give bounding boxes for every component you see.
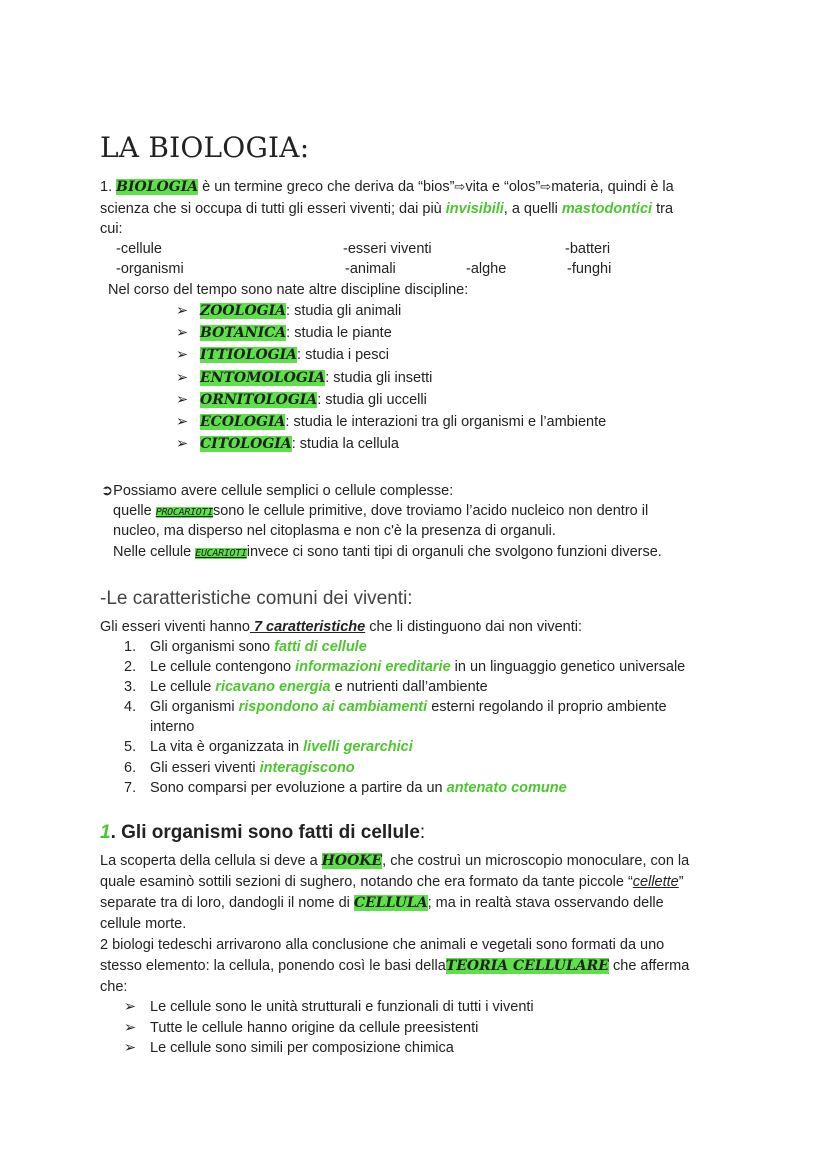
item-number: 3.	[124, 679, 137, 695]
grid-cell: -alghe	[466, 261, 507, 277]
theory-text: Le cellule sono le unità strutturali e funzionali di tutti i viventi	[150, 999, 534, 1015]
item-keyword: fatti di cellule	[274, 639, 367, 655]
grid-cell: -animali	[345, 261, 396, 277]
discipline-desc: : studia le interazioni tra gli organismi e l’ambiente	[285, 414, 607, 430]
characteristics-heading: -Le caratteristiche comuni dei viventi:	[100, 588, 413, 609]
discipline-desc: : studia la cellula	[291, 436, 399, 453]
item-text: Gli organismi sono	[150, 639, 271, 655]
keyword-cellette: cellette	[632, 874, 679, 890]
item-number: 4.	[124, 699, 137, 715]
curved-arrow-icon: ➲	[101, 483, 114, 499]
item-keyword: livelli gerarchici	[303, 739, 413, 755]
keyword-procarioti: PROCARIOTI	[155, 507, 213, 518]
discipline-desc: : studia i pesci	[297, 347, 389, 364]
characteristic-item	[124, 760, 355, 776]
discipline-name: ITTIOLOGIA	[200, 347, 298, 364]
item-number: 5.	[124, 739, 137, 755]
cells-line-3: Nelle cellule EUCARIOTIinvece ci sono tanti tipi di organuli che svolgono funzioni diverse.	[113, 544, 662, 560]
disciplines-intro: Nel corso del tempo sono nate altre discipline discipline:	[108, 282, 469, 298]
grid-cell: -cellule	[116, 241, 162, 257]
theory-bullet-item	[124, 999, 534, 1015]
theory-bullet-item	[124, 1040, 454, 1056]
bullet-arrow-icon: ➢	[176, 391, 189, 408]
discipline-item	[176, 436, 399, 452]
bullet-arrow-icon: ➢	[176, 347, 189, 364]
item-keyword: rispondono ai cambiamenti	[238, 699, 428, 715]
keyword-invisibili: invisibili	[445, 201, 504, 217]
keyword-teoria-cellulare: TEORIA CELLULARE	[445, 958, 609, 974]
section-1-line-7: che:	[100, 979, 128, 995]
theory-text: Le cellule sono simili per composizione chimica	[150, 1040, 454, 1056]
discipline-item	[176, 347, 389, 363]
discipline-desc: : studia gli animali	[286, 303, 402, 319]
keyword-mastodontici: mastodontici	[561, 201, 653, 217]
item-text: in un linguaggio genetico universale	[454, 659, 686, 675]
discipline-name: ECOLOGIA	[200, 414, 286, 430]
item-number: 6.	[124, 760, 137, 776]
bullet-arrow-icon: ➢	[176, 303, 189, 319]
bullet-arrow-icon: ➢	[124, 1019, 137, 1036]
characteristic-item	[124, 739, 413, 755]
keyword-hooke: HOOKE	[321, 853, 383, 869]
intro-line-1: 1. BIOLOGIA è un termine greco che deriva da “bios”⇨vita e “olos”⇨materia, quindi è la	[100, 179, 674, 195]
discipline-item	[176, 392, 427, 408]
item-number: 7.	[124, 780, 137, 796]
item-keyword: informazioni ereditarie	[295, 659, 451, 675]
section-1-line-4: cellule morte.	[100, 916, 187, 932]
item-text: Gli organismi	[150, 699, 235, 715]
keyword-7-caratteristiche: 7 caratteristiche	[249, 619, 366, 635]
cells-intro: ➲Possiamo avere cellule semplici o cellule complesse:	[101, 483, 454, 499]
keyword-cellula: CELLULA	[353, 895, 428, 911]
characteristic-item	[124, 699, 667, 715]
characteristics-intro: Gli esseri viventi hanno 7 caratteristiche che li distinguono dai non viventi:	[100, 619, 583, 635]
bullet-arrow-icon: ➢	[176, 436, 189, 453]
item-text: Sono comparsi per evoluzione a partire da un	[150, 780, 443, 796]
cells-line-1: quelle PROCARIOTIsono le cellule primitive, dove troviamo l’acido nucleico non dentro il	[113, 503, 649, 519]
arrow-icon: ⇨	[540, 179, 552, 194]
characteristic-item-continuation: interno	[150, 719, 195, 735]
theory-bullet-item	[124, 1020, 478, 1036]
discipline-item	[176, 303, 401, 319]
grid-cell: -batteri	[565, 241, 611, 257]
characteristic-item	[124, 780, 567, 796]
discipline-item	[176, 325, 392, 341]
bullet-arrow-icon: ➢	[176, 325, 189, 342]
item-number: 1.	[124, 639, 137, 655]
cells-line-2: nucleo, ma disperso nel citoplasma e non c'è la presenza di organuli.	[113, 523, 556, 539]
section-1-heading: 1. Gli organismi sono fatti di cellule:	[100, 822, 426, 843]
grid-cell: -organismi	[116, 261, 184, 277]
section-1-line-2: quale esaminò sottili sezioni di sughero, notando che era formato da tante piccole “cellette”	[100, 874, 684, 890]
section-1-line-1: La scoperta della cellula si deve a HOOKE, che costruì un microscopio monoculare, con la	[100, 853, 690, 869]
bullet-arrow-icon: ➢	[176, 369, 189, 386]
characteristic-item	[124, 639, 367, 655]
discipline-name: ORNITOLOGIA	[200, 391, 318, 408]
item-keyword: antenato comune	[446, 780, 567, 796]
discipline-name: ENTOMOLOGIA	[200, 369, 326, 386]
section-1-line-3: separate tra di loro, dandogli il nome di CELLULA; ma in realtà stava osservando delle	[100, 895, 664, 911]
discipline-name: ZOOLOGIA	[200, 303, 287, 319]
characteristic-item	[124, 679, 488, 695]
discipline-desc: : studia gli insetti	[325, 369, 433, 386]
item-keyword: interagiscono	[259, 760, 355, 776]
discipline-name: CITOLOGIA	[200, 436, 292, 453]
discipline-item	[176, 370, 432, 386]
bullet-arrow-icon: ➢	[124, 1040, 137, 1056]
item-text: e nutrienti dall’ambiente	[334, 679, 488, 695]
item-number: 2.	[124, 659, 137, 675]
characteristic-item	[124, 659, 685, 675]
item-text: esterni regolando il proprio ambiente	[431, 699, 667, 715]
intro-line-2: scienza che si occupa di tutti gli esseri viventi; dai più invisibili, a quelli mastodontici tra	[100, 201, 674, 217]
theory-text: Tutte le cellule hanno origine da cellule preesistenti	[150, 1019, 479, 1036]
item-keyword: ricavano energia	[215, 679, 331, 695]
item-text: Le cellule	[150, 679, 212, 695]
grid-cell: -esseri viventi	[343, 241, 432, 257]
page-title: LA BIOLOGIA:	[100, 131, 310, 164]
discipline-desc: : studia gli uccelli	[317, 391, 427, 408]
bullet-arrow-icon: ➢	[176, 414, 189, 430]
discipline-name: BOTANICA	[200, 325, 287, 342]
intro-number: 1.	[100, 179, 113, 195]
section-1-line-6: stesso elemento: la cellula, ponendo così le basi dellaTEORIA CELLULARE che afferma	[100, 958, 690, 974]
keyword-eucarioti: EUCARIOTI	[195, 548, 247, 559]
intro-line-3: cui:	[100, 221, 123, 237]
arrow-icon: ⇨	[454, 179, 466, 194]
discipline-item	[176, 414, 606, 430]
discipline-desc: : studia le piante	[286, 325, 392, 342]
section-1-line-5: 2 biologi tedeschi arrivarono alla conclusione che animali e vegetali sono formati da uno	[100, 937, 665, 953]
grid-cell: -funghi	[567, 261, 612, 277]
item-text: La vita è organizzata in	[150, 739, 300, 755]
item-text: Le cellule contengono	[150, 659, 292, 675]
bullet-arrow-icon: ➢	[124, 999, 137, 1015]
item-text: Gli esseri viventi	[150, 760, 256, 776]
term-biologia: BIOLOGIA	[116, 179, 199, 195]
